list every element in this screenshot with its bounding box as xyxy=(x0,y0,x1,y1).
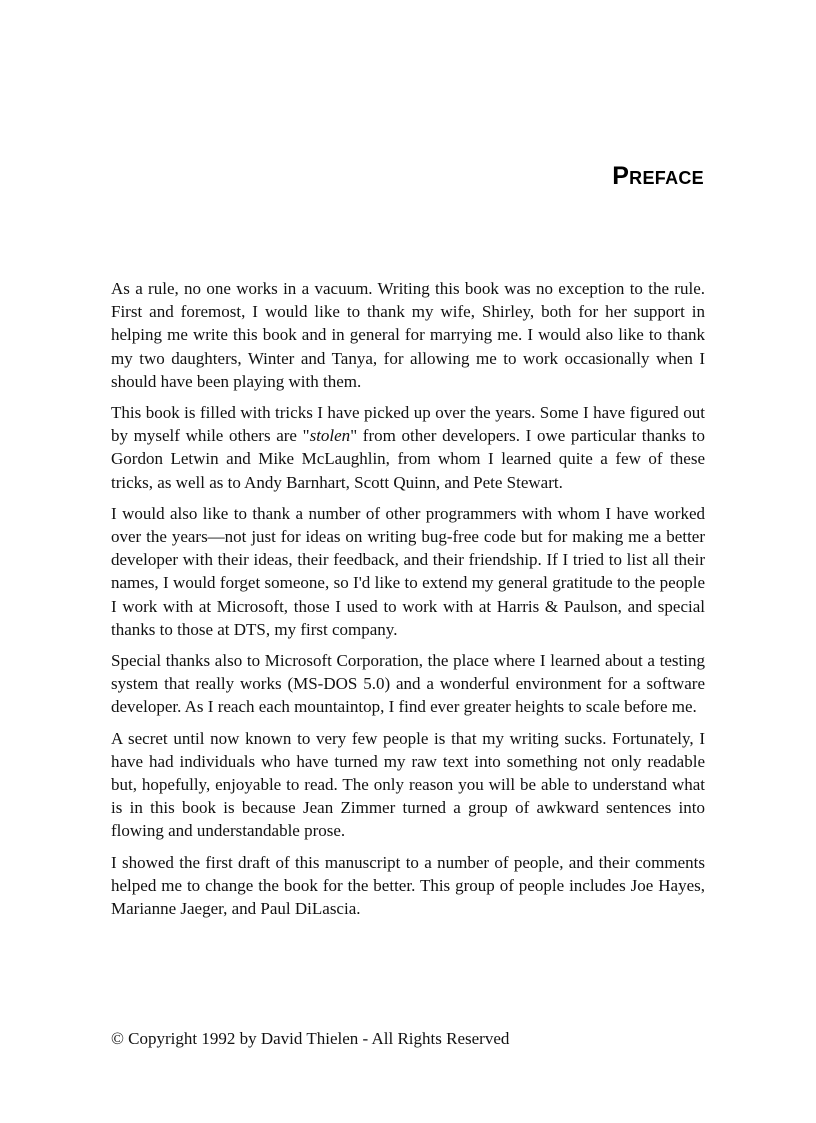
paragraph-reviewers: I showed the first draft of this manuscript to a number of people, and their comments helped me to change the book for the better. This group of people includes Joe Hayes, Marianne Jaeger, and Paul DiLascia. xyxy=(111,852,705,919)
page-title: Preface xyxy=(612,162,704,190)
paragraph-acknowledgments-family: As a rule, no one works in a vacuum. Writing this book was no exception to the rule. First and foremost, I would like to thank my wife, Shirley, both for her support in helping me write this book and in general for marrying me. I would also like to thank my two daughters, Winter and Tanya, for allowing me to work occasionally when I should have been playing with them. xyxy=(111,279,705,391)
paragraph-editor: A secret until now known to very few people is that my writing sucks. Fortunately, I have had individuals who have turned my raw text into something not only readable but, hopefully, enjoyable to read. The only reason you will be able to understand what is in this book is because Jean Zimmer turned a group of awkward sentences into flowing and understandable prose. xyxy=(111,728,705,841)
paragraph-text: This book is filled with tricks I have picked up over the years. Some I have figured out by myself while others are " xyxy=(111,403,705,446)
paragraph-programmers: I would also like to thank a number of other programmers with whom I have worked over the years—not just for ideas on writing bug-free code but for making me a better developer with their ideas, their feedback, and their friendship. If I tried to list all their names, I would forget someone, so I'd like to extend my general gratitude to the people I work with at Microsoft, those I used to work with at Harris & Paulson, and special thanks to those at DTS, my first company. xyxy=(111,503,705,639)
paragraph-text: " from other developers. I owe particular thanks to Gordon Letwin and Mike McLaughlin, from whom I learned quite a few of these tricks, as well as to Andy Barnhart, Scott Quinn, and Pete Stewart. xyxy=(111,426,705,492)
preface-body xyxy=(111,277,705,928)
copyright-notice: © Copyright 1992 by David Thielen - All Rights Reserved xyxy=(111,1029,510,1048)
paragraph-tricks xyxy=(111,401,705,494)
emphasized-word: stolen xyxy=(309,426,351,446)
paragraph-microsoft: Special thanks also to Microsoft Corporation, the place where I learned about a testing system that really works (MS-DOS 5.0) and a wonderful environment for a software developer. As I reach each mountaintop, I find ever greater heights to scale before me. xyxy=(111,651,705,717)
